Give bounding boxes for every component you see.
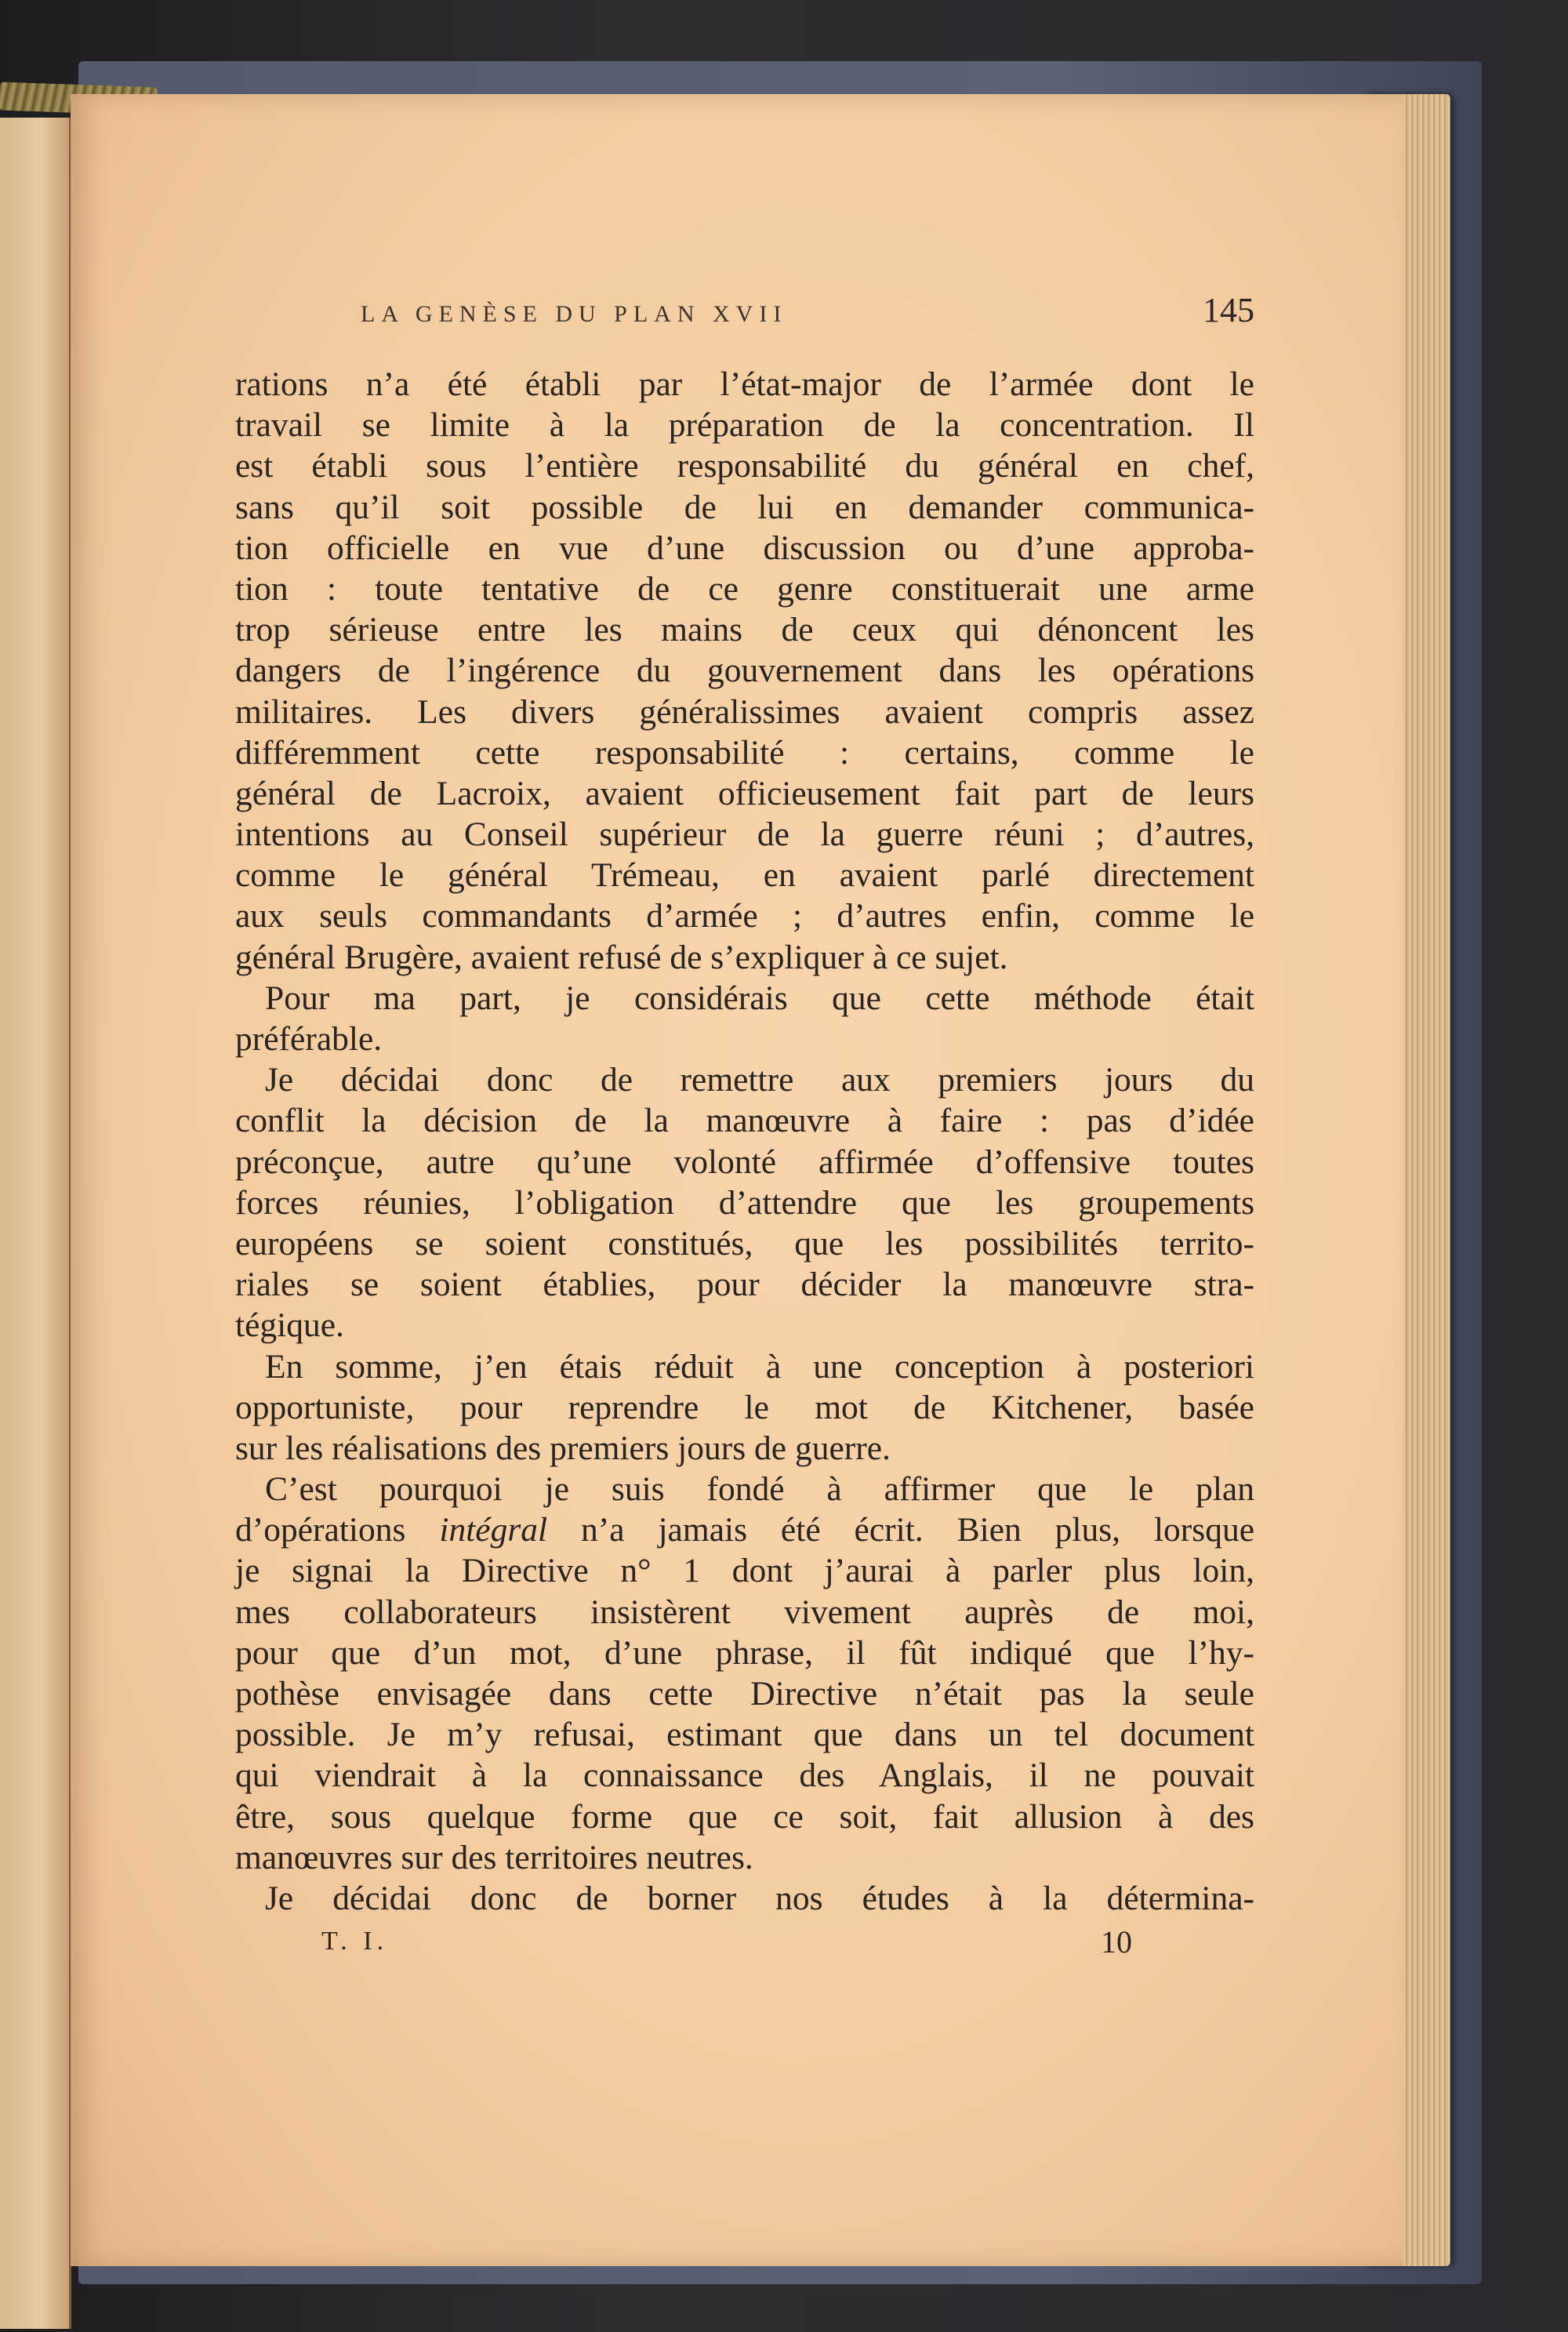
text-line: européens se soient constitués, que les possibilités territo-: [235, 1224, 1254, 1262]
running-title: LA GENÈSE DU PLAN XVII: [361, 301, 788, 327]
text-line: comme le général Trémeau, en avaient parlé directement: [235, 856, 1254, 895]
text-line: tion officielle en vue d’une discussion ou d’une approba-: [235, 529, 1254, 567]
text-line: je signai la Directive n° 1 dont j’aurai à parler plus loin,: [235, 1552, 1254, 1590]
signature-mark: T. I.: [321, 1927, 389, 1956]
text-line: général Brugère, avaient refusé de s’expliquer à ce sujet.: [235, 938, 1008, 976]
text-line: général de Lacroix, avaient officieusement fait part de leurs: [235, 774, 1254, 812]
text-line: conflit la décision de la manœuvre à faire : pas d’idée: [235, 1102, 1254, 1140]
text-line: forces réunies, l’obligation d’attendre que les groupements: [235, 1183, 1254, 1222]
body-text: [235, 364, 1254, 1919]
text-line: manœuvres sur des territoires neutres.: [235, 1838, 753, 1876]
text-line: dangers de l’ingérence du gouvernement dans les opérations: [235, 652, 1254, 690]
text-line: différemment cette responsabilité : certains, comme le: [235, 733, 1254, 772]
page-number: 145: [1203, 291, 1254, 329]
text-line: Pour ma part, je considérais que cette méthode était: [265, 979, 1254, 1017]
book-page: [71, 94, 1403, 2266]
text-line: pothèse envisagée dans cette Directive n’était pas la seule: [235, 1675, 1254, 1713]
text-line: intentions au Conseil supérieur de la guerre réuni ; d’autres,: [235, 815, 1254, 854]
text-line: sur les réalisations des premiers jours de guerre.: [235, 1429, 891, 1467]
text-line: travail se limite à la préparation de la concentration. Il: [235, 406, 1254, 445]
text-line: préconçue, autre qu’une volonté affirmée d’offensive toutes: [235, 1142, 1254, 1181]
text-line: être, sous quelque forme que ce soit, fait allusion à des: [235, 1797, 1254, 1836]
text-line: militaires. Les divers généralissimes avaient compris assez: [235, 692, 1254, 731]
text-line: préférable.: [235, 1020, 383, 1058]
text-line: Je décidai donc de borner nos études à la détermina-: [265, 1879, 1254, 1917]
text-fragment: n’a jamais été écrit. Bien plus, lorsque: [547, 1511, 1255, 1549]
page-content: [235, 290, 1254, 1971]
text-line: possible. Je m’y refusai, estimant que dans un tel document: [235, 1716, 1254, 1754]
text-line: C’est pourquoi je suis fondé à affirmer que le plan: [265, 1470, 1254, 1509]
text-line: opportuniste, pour reprendre le mot de Kitchener, basée: [235, 1388, 1254, 1426]
text-line: [235, 1509, 1254, 1550]
text-line: Je décidai donc de remettre aux premiers jours du: [265, 1061, 1254, 1099]
sheet-number: 10: [1101, 1924, 1132, 1960]
italic-word: intégral: [439, 1511, 548, 1549]
text-line: aux seuls commandants d’armée ; d’autres enfin, comme le: [235, 897, 1254, 935]
text-line: mes collaborateurs insistèrent vivement auprès de moi,: [235, 1593, 1254, 1631]
running-head: [235, 290, 1254, 345]
text-line: tion : toute tentative de ce genre constituerait une arme: [235, 569, 1254, 608]
text-line: En somme, j’en étais réduit à une conception à posteriori: [265, 1347, 1254, 1386]
text-line: trop sérieuse entre les mains de ceux qui dénoncent les: [235, 611, 1254, 649]
text-line: rations n’a été établi par l’état-major de l’armée dont le: [235, 365, 1254, 403]
text-line: sans qu’il soit possible de lui en demander communica-: [235, 488, 1254, 526]
page-footer: [235, 1923, 1254, 1971]
text-line: est établi sous l’entière responsabilité du général en chef,: [235, 447, 1254, 485]
text-fragment: d’opérations: [235, 1511, 440, 1549]
left-page-edge: [0, 118, 71, 2329]
text-line: riales se soient établies, pour décider la manœuvre stra-: [235, 1266, 1254, 1304]
text-line: pour que d’un mot, d’une phrase, il fût indiqué que l’hy-: [235, 1633, 1254, 1672]
text-line: tégique.: [235, 1306, 344, 1345]
text-line: qui viendrait à la connaissance des Anglais, il ne pouvait: [235, 1756, 1254, 1795]
